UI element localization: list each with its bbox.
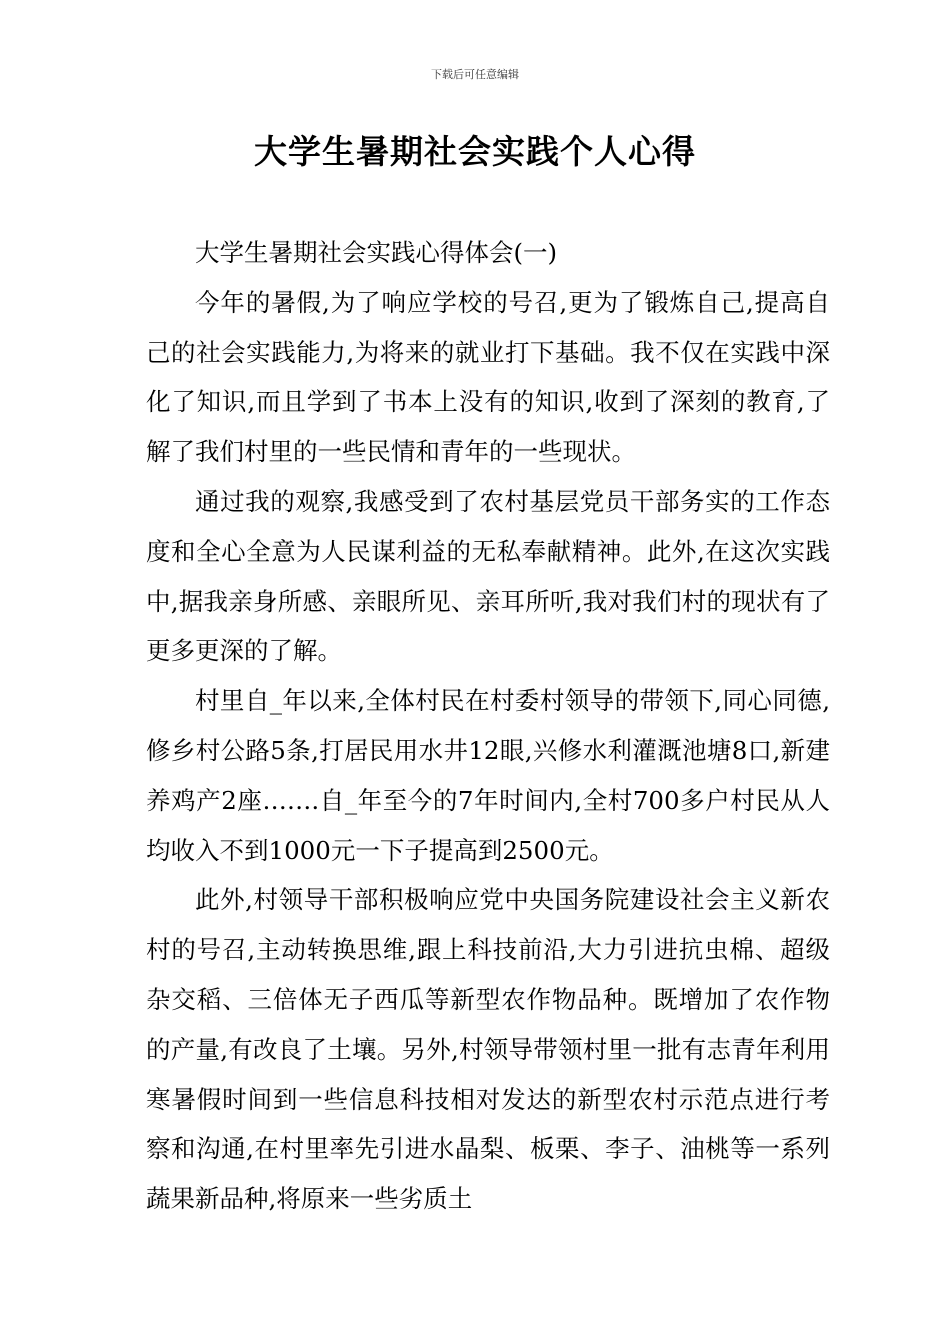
header-note: 下载后可任意编辑 <box>431 68 519 81</box>
document-body <box>146 228 830 1224</box>
body-paragraph: 通过我的观察,我感受到了农村基层党员干部务实的工作态度和全心全意为人民谋利益的无私奉献精神。此外,在这次实践中,据我亲身所感、亲眼所见、亲耳所听,我对我们村的现状有了更多更深的了解。 <box>146 486 830 666</box>
body-paragraph: 村里自_年以来,全体村民在村委村领导的带领下,同心同德,修乡村公路5条,打居民用水井12眼,兴修水利灌溉池塘8口,新建养鸡产2座…….自_年至今的7年时间内,全村700多户村民从人均收入不到1000元一下子提高到2500元。 <box>146 686 830 865</box>
body-paragraph: 此外,村领导干部积极响应党中央国务院建设社会主义新农村的号召,主动转换思维,跟上科技前沿,大力引进抗虫棉、超级杂交稻、三倍体无子西瓜等新型农作物品种。既增加了农作物的产量,有改良了土壤。另外,村领导带领村里一批有志青年利用寒暑假时间到一些信息科技相对发达的新型农村示范点进行考察和沟通,在村里率先引进水晶梨、板栗、李子、油桃等一系列蔬果新品种,将原来一些劣质土 <box>146 885 830 1214</box>
document-title: 大学生暑期社会实践个人心得 <box>254 132 696 171</box>
subtitle-paragraph: 大学生暑期社会实践心得体会(一) <box>195 238 558 267</box>
body-paragraph: 今年的暑假,为了响应学校的号召,更为了锻炼自己,提高自己的社会实践能力,为将来的就业打下基础。我不仅在实践中深化了知识,而且学到了书本上没有的知识,收到了深刻的教育,了解了我们村里的一些民情和青年的一些现状。 <box>146 287 830 467</box>
